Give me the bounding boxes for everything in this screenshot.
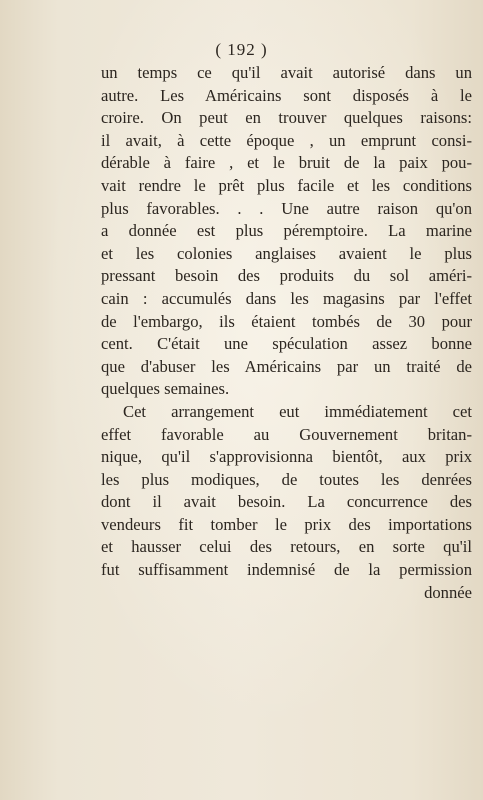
text-line: il avait, à cette époque , un emprunt consi- [101, 130, 472, 150]
text-line: fut suffisamment indemnisé de la permission [101, 560, 472, 580]
text-line: nique, qu'il s'approvisionna bientôt, aux prix [101, 447, 472, 467]
text-line: pressant besoin des produits du sol améri- [101, 266, 472, 286]
text-line: un temps ce qu'il avait autorisé dans un [101, 63, 472, 82]
text-line: plus favorables. . . Une autre raison qu'on [101, 198, 472, 218]
text-line: croire. On peut en trouver quelques raisons: [101, 108, 472, 128]
text-line: de l'embargo, ils étaient tombés de 30 pour [101, 311, 472, 331]
text-line: cent. C'était une spéculation assez bonne [101, 334, 472, 354]
text-line: cain : accumulés dans les magasins par l'effet [101, 288, 472, 308]
text-line: dérable à faire , et le bruit de la paix pou- [101, 153, 472, 173]
page-number: ( 192 ) [215, 40, 268, 59]
text-line: effet favorable au Gouvernement britan- [101, 424, 472, 444]
text-line: les plus modiques, de toutes les denrées [101, 469, 472, 489]
text-line: que d'abuser les Américains par un traité de [101, 356, 472, 376]
catchword: donnée [424, 582, 472, 602]
text-line: vendeurs fit tomber le prix des importations [101, 514, 472, 534]
text-line: dont il avait besoin. La concurrence des [101, 492, 472, 512]
paragraph-end-line: quelques semaines. [101, 379, 230, 399]
body-text [101, 62, 472, 604]
text-line: et les colonies anglaises avaient le plus [101, 243, 472, 263]
text-line: et hausser celui des retours, en sorte qu'il [101, 537, 472, 557]
text-line: a donnée est plus péremptoire. La marine [101, 221, 472, 241]
text-line: vait rendre le prêt plus facile et les conditions [101, 175, 472, 195]
paragraph-start-line: Cet arrangement eut immédiatement cet [123, 401, 472, 421]
text-line: autre. Les Américains sont disposés à le [101, 85, 472, 105]
